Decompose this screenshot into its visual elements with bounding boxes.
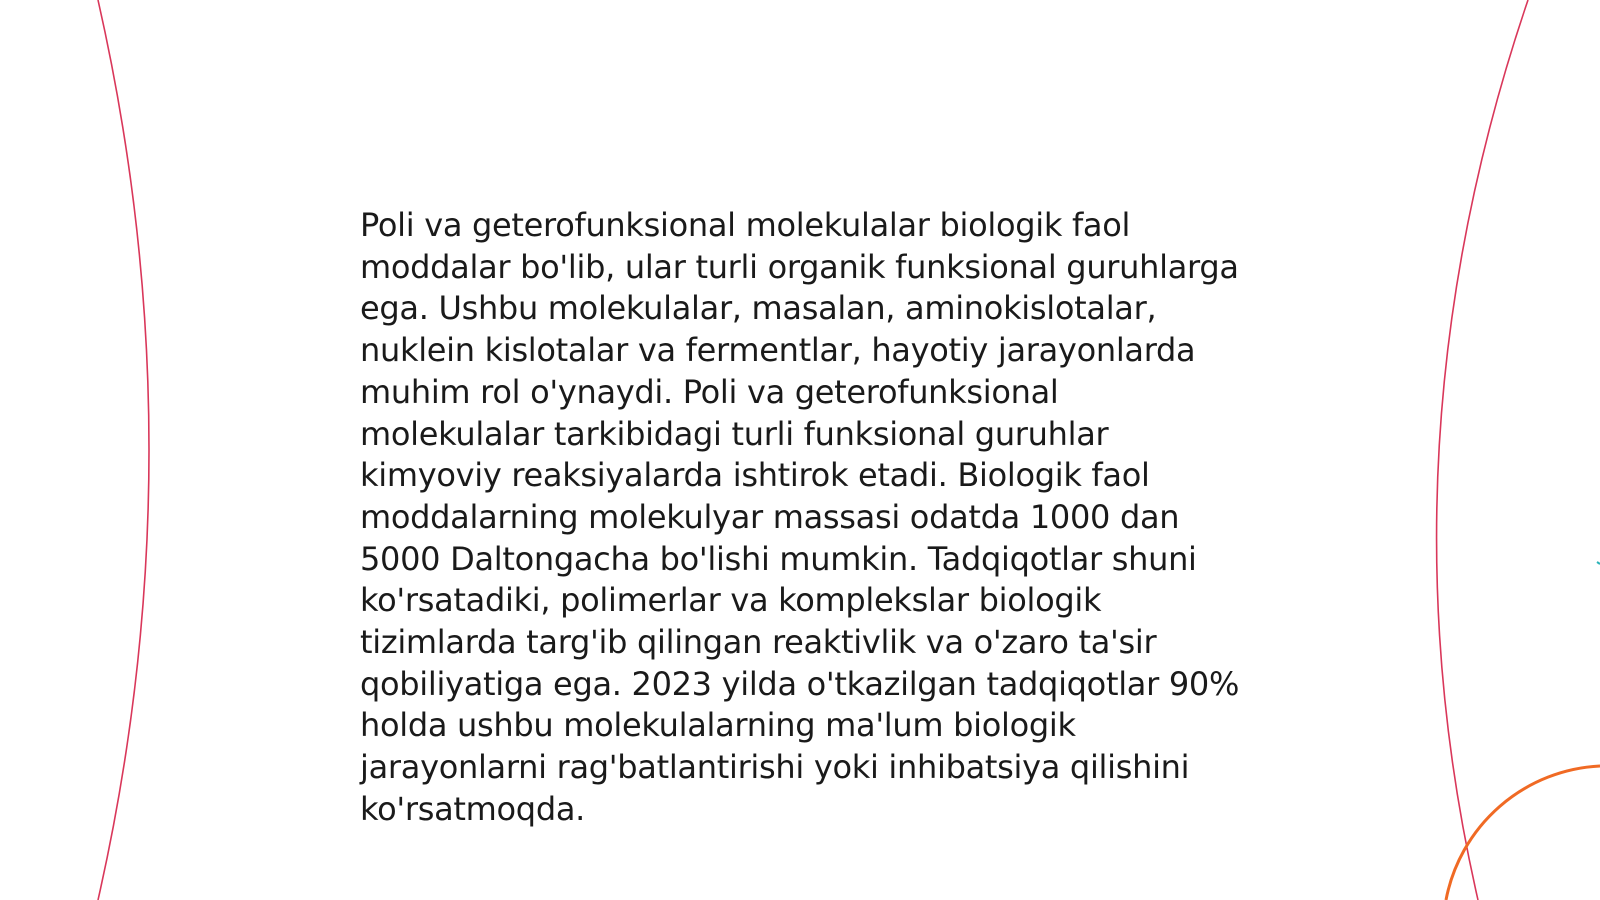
right-arc <box>1437 0 1528 900</box>
left-arc <box>98 0 149 900</box>
orange-arc <box>1446 766 1600 900</box>
slide-body-paragraph: Poli va geterofunksional molekulalar biologik faol moddalar bo'lib, ular turli organik funksional guruhlarga ega. Ushbu molekulalar, masalan, aminokislotalar, nuklein kislotalar va fermentlar, hayotiy jarayonlarda muhim rol o'ynaydi. Poli va geterofunksional molekulalar tarkibidagi turli funksional guruhlar kimyoviy reaksiyalarda ishtirok etadi. Biologik faol moddalarning molekulyar massasi odatda 1000 dan 5000 Daltongacha bo'lishi mumkin. Tadqiqotlar shuni ko'rsatadiki, polimerlar va komplekslar biologik tizimlarda targ'ib qilingan reaktivlik va o'zaro ta'sir qobiliyatiga ega. 2023 yilda o'tkazilgan tadqiqotlar 90% holda ushbu molekulalarning ma'lum biologik jarayonlarni rag'batlantirishi yoki inhibatsiya qilishini ko'rsatmoqda. <box>360 206 1240 828</box>
